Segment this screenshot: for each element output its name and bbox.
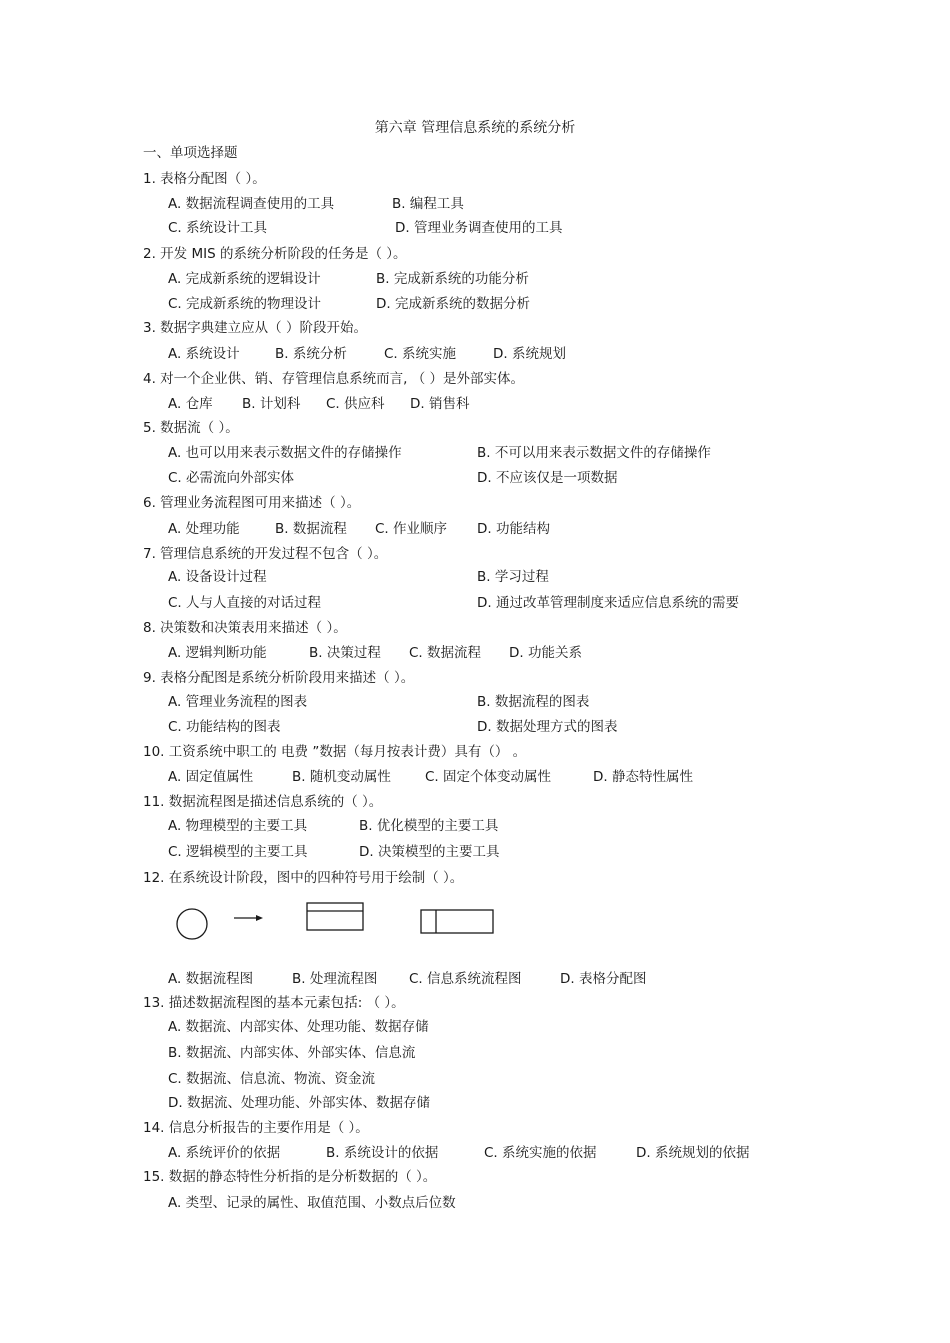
q12-option-b: B. 处理流程图 <box>292 971 378 987</box>
q14-option-c: C. 系统实施的依据 <box>484 1145 597 1161</box>
q2-option-a: A. 完成新系统的逻辑设计 <box>168 271 321 287</box>
q1-option-a: A. 数据流程调查使用的工具 <box>168 196 335 212</box>
question-4: 4. 对一个企业供、销、存管理信息系统而言, （ ）是外部实体。 <box>143 371 525 387</box>
question-10: 10. 工资系统中职工的 电费 ”数据（每月按表计费）具有（） 。 <box>143 744 527 760</box>
q1-option-d: D. 管理业务调查使用的工具 <box>395 220 563 236</box>
question-9: 9. 表格分配图是系统分析阶段用来描述（ ）。 <box>143 670 415 686</box>
q9-option-d: D. 数据处理方式的图表 <box>477 719 618 735</box>
q3-option-d: D. 系统规划 <box>493 346 566 362</box>
q2-option-d: D. 完成新系统的数据分析 <box>376 296 530 312</box>
question-15: 15. 数据的静态特性分析指的是分析数据的（ ）。 <box>143 1169 437 1185</box>
chapter-title: 第六章 管理信息系统的系统分析 <box>374 120 576 136</box>
q8-option-c: C. 数据流程 <box>409 645 482 661</box>
flowchart-symbols-figure <box>170 898 500 942</box>
q5-option-a: A. 也可以用来表示数据文件的存储操作 <box>168 445 402 461</box>
section-heading: 一、单项选择题 <box>143 145 238 161</box>
question-11: 11. 数据流程图是描述信息系统的（ ）。 <box>143 794 383 810</box>
q2-option-b: B. 完成新系统的功能分析 <box>376 271 529 287</box>
q11-option-b: B. 优化模型的主要工具 <box>359 818 499 834</box>
question-12: 12. 在系统设计阶段，图中的四种符号用于绘制（ ）。 <box>143 870 464 886</box>
q5-option-c: C. 必需流向外部实体 <box>168 470 295 486</box>
q10-option-d: D. 静态特性属性 <box>593 769 693 785</box>
q2-option-c: C. 完成新系统的物理设计 <box>168 296 322 312</box>
q5-option-b: B. 不可以用来表示数据文件的存储操作 <box>477 445 711 461</box>
q14-option-d: D. 系统规划的依据 <box>636 1145 750 1161</box>
q6-option-c: C. 作业顺序 <box>375 521 448 537</box>
q13-option-d: D. 数据流、处理功能、外部实体、数据存储 <box>168 1095 430 1111</box>
q13-option-b: B. 数据流、内部实体、外部实体、信息流 <box>168 1045 416 1061</box>
question-7: 7. 管理信息系统的开发过程不包含（ ）。 <box>143 546 388 562</box>
q9-option-c: C. 功能结构的图表 <box>168 719 281 735</box>
q11-option-c: C. 逻辑模型的主要工具 <box>168 844 308 860</box>
q10-option-b: B. 随机变动属性 <box>292 769 391 785</box>
question-2: 2. 开发 MIS 的系统分析阶段的任务是（ ）。 <box>143 246 407 262</box>
q9-option-b: B. 数据流程的图表 <box>477 694 590 710</box>
document-rectangle-symbol <box>307 903 363 930</box>
q12-option-d: D. 表格分配图 <box>560 971 647 987</box>
q13-option-c: C. 数据流、信息流、物流、资金流 <box>168 1071 376 1087</box>
arrow-symbol <box>234 915 263 921</box>
q7-option-b: B. 学习过程 <box>477 569 549 585</box>
q1-option-c: C. 系统设计工具 <box>168 220 268 236</box>
q7-option-a: A. 设备设计过程 <box>168 569 267 585</box>
q15-option-a: A. 类型、记录的属性、取值范围、小数点后位数 <box>168 1195 456 1211</box>
data-store-symbol <box>421 910 493 933</box>
q9-option-a: A. 管理业务流程的图表 <box>168 694 308 710</box>
q6-option-b: B. 数据流程 <box>275 521 347 537</box>
q10-option-c: C. 固定个体变动属性 <box>425 769 552 785</box>
q7-option-d: D. 通过改革管理制度来适应信息系统的需要 <box>477 595 739 611</box>
q11-option-d: D. 决策模型的主要工具 <box>359 844 500 860</box>
q5-option-d: D. 不应该仅是一项数据 <box>477 470 618 486</box>
question-14: 14. 信息分析报告的主要作用是（ ）。 <box>143 1120 369 1136</box>
q11-option-a: A. 物理模型的主要工具 <box>168 818 308 834</box>
q8-option-b: B. 决策过程 <box>309 645 381 661</box>
q13-option-a: A. 数据流、内部实体、处理功能、数据存储 <box>168 1019 429 1035</box>
q3-option-b: B. 系统分析 <box>275 346 347 362</box>
q14-option-b: B. 系统设计的依据 <box>326 1145 439 1161</box>
q6-option-d: D. 功能结构 <box>477 521 550 537</box>
q8-option-d: D. 功能关系 <box>509 645 582 661</box>
q12-option-a: A. 数据流程图 <box>168 971 254 987</box>
q14-option-a: A. 系统评价的依据 <box>168 1145 281 1161</box>
question-3: 3. 数据字典建立应从（ ）阶段开始。 <box>143 320 367 336</box>
q3-option-c: C. 系统实施 <box>384 346 457 362</box>
question-6: 6. 管理业务流程图可用来描述（ ）。 <box>143 495 361 511</box>
question-5: 5. 数据流（ ）。 <box>143 420 239 436</box>
q4-option-c: C. 供应科 <box>326 396 385 412</box>
question-13: 13. 描述数据流程图的基本元素包括: （ ）。 <box>143 995 405 1011</box>
q6-option-a: A. 处理功能 <box>168 521 240 537</box>
question-8: 8. 决策数和决策表用来描述（ ）。 <box>143 620 347 636</box>
q4-option-a: A. 仓库 <box>168 396 213 412</box>
q3-option-a: A. 系统设计 <box>168 346 240 362</box>
q4-option-d: D. 销售科 <box>410 396 470 412</box>
q10-option-a: A. 固定值属性 <box>168 769 254 785</box>
q7-option-c: C. 人与人直接的对话过程 <box>168 595 322 611</box>
q12-option-c: C. 信息系统流程图 <box>409 971 522 987</box>
q1-option-b: B. 编程工具 <box>392 196 464 212</box>
q8-option-a: A. 逻辑判断功能 <box>168 645 267 661</box>
question-1: 1. 表格分配图（ ）。 <box>143 171 266 187</box>
circle-symbol <box>177 909 207 939</box>
q4-option-b: B. 计划科 <box>242 396 301 412</box>
